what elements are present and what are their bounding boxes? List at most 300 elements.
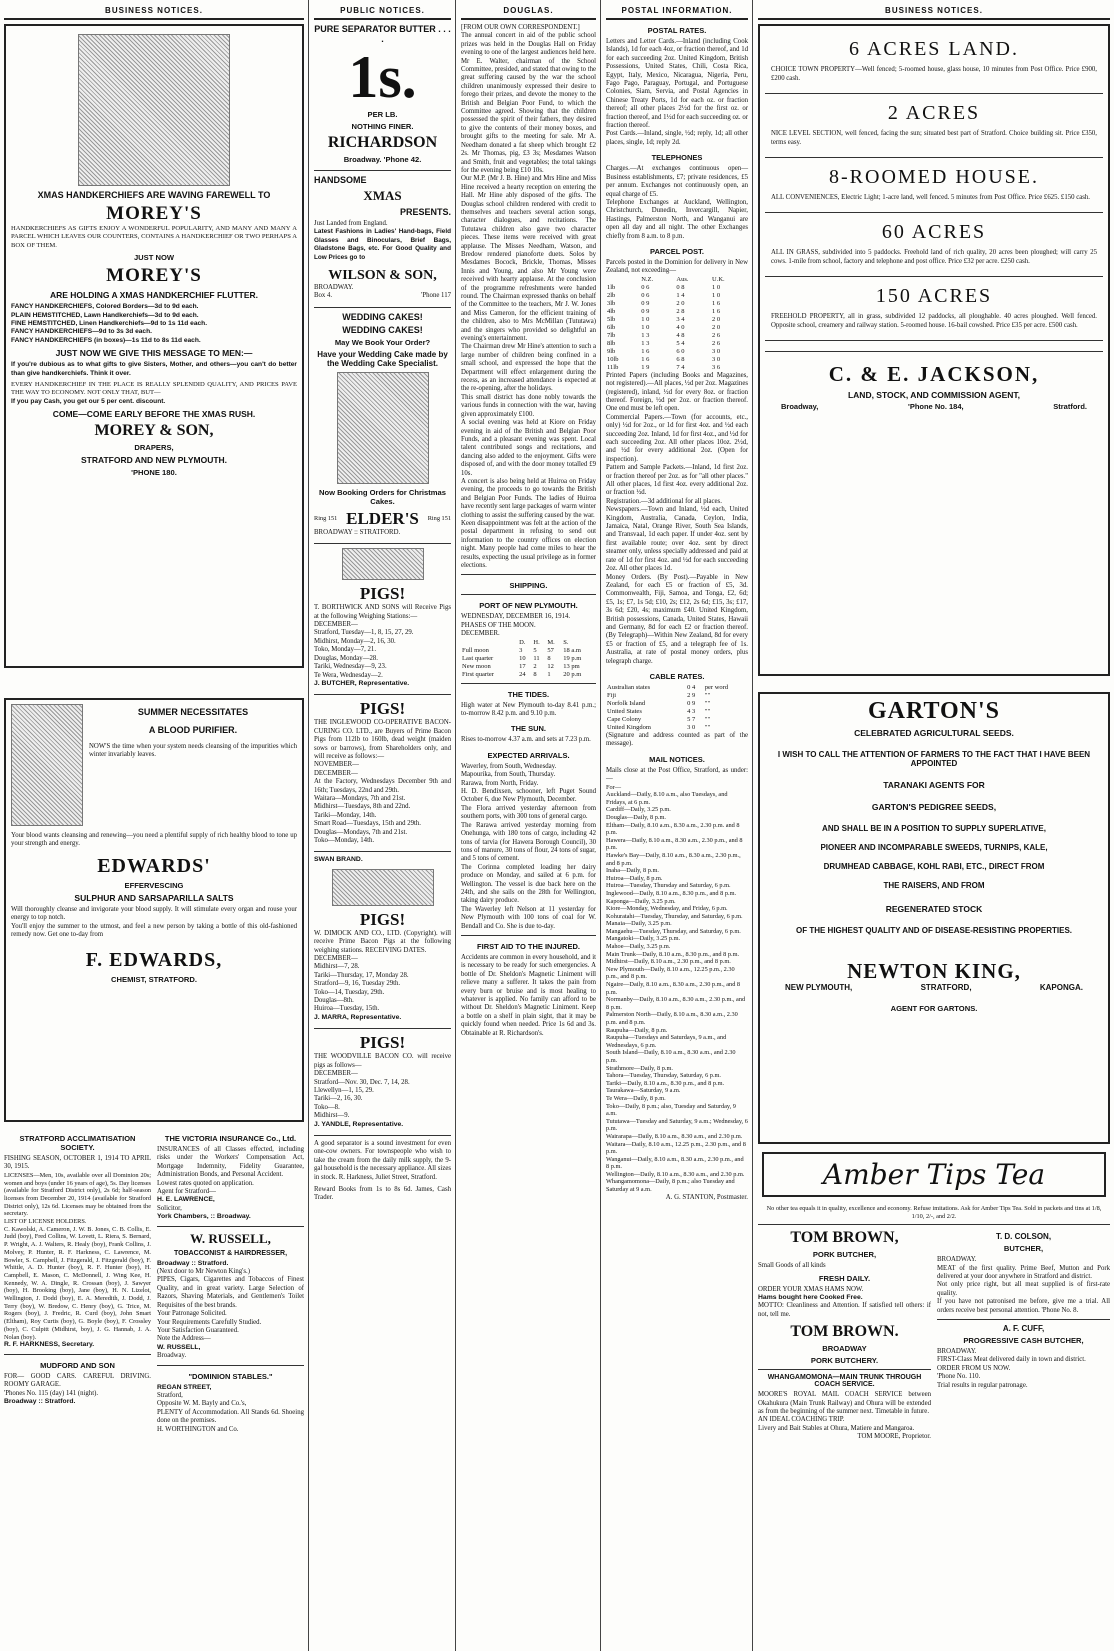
- cable-rate-cell: 0 9: [687, 699, 696, 707]
- land-listing-description: CHOICE TOWN PROPERTY—Well fenced; 5-roomed house, glass house, 10 minutes from Post Office. Price £900, £200 cash.: [771, 66, 1097, 82]
- parcel-rate-cell: 3 4: [676, 315, 685, 323]
- separator-paragraph: A good separator is a sound investment for even one-cow owners. For townspeople who wish to take the cream from the daily milk supply, the 9-gal household is the necessary appliance. All sizes in stock. R. Harkness, Juliet Street, Stratford.: [314, 1139, 451, 1181]
- notice-signature: R. F. HARKNESS, Secretary.: [4, 1341, 95, 1349]
- advert-trade: DRAPERS,: [134, 443, 174, 453]
- advert-firm: TOM BROWN.: [790, 1323, 899, 1341]
- moon-phase-row: [461, 671, 596, 679]
- column-header: BUSINESS NOTICES.: [758, 0, 1110, 20]
- advert-text: GARTON'S PEDIGREE SEEDS,: [871, 802, 997, 812]
- column-postal-information: [602, 0, 752, 1651]
- parcel-rate-cell: 5lb: [607, 315, 616, 323]
- advert-text: MOORE'S ROYAL MAIL COACH SERVICE between Okahukura (Main Trunk Railway) and Ohura will be extended as from the beginning of the summer next. Timetable in future. AN IDEAL COACHING TRIP. Livery and Bait Stables at Ohura, Matiere and Mangaroa.: [758, 1391, 931, 1432]
- advert-text: EVERY HANDKERCHIEF IN THE PLACE IS REALLY SPLENDID QUALITY, AND PRICES PAVE THE WAY TO ECONOMY. NOT ONLY THAT, BUT—: [11, 381, 297, 397]
- advert-subheading: JUST NOW: [133, 253, 175, 263]
- advert-subheading: COME—COME EARLY BEFORE THE XMAS RUSH.: [52, 409, 256, 420]
- santa-illustration: [78, 34, 230, 186]
- column-rule: [600, 0, 601, 1651]
- advert-phone: 'Phone No. 184,: [908, 402, 964, 411]
- parcel-rate-cell: 6 8: [676, 355, 685, 363]
- advert-trade: TOBACCONIST & HAIRDRESSER,: [173, 1249, 288, 1257]
- section-text: Money Orders. (By Post).—Payable in New Zealand, for each £5 or fraction of £5, 3d. Commonwealth, Fiji, Samoa, and Tonga, £2, 6d; £5, 1s; £7, 1s 5d; £10, 2s; £12, 2s 6d; £15, 3s; £17, 3s 6d; £20, 4s; maximum £40. United Kingdom, British possessions, Canada, United States, Hawaii and Germany, 8d for each £2 or fraction thereof. (By Telegraph)—Within New Zealand, 8d for every £5 or fraction of £5, and a telegraph fee of 1s. Australia, at rate of postal money orders, plus telegraph charge.: [606, 573, 748, 665]
- land-listing-title: 2 ACRES: [887, 102, 981, 124]
- cable-rate-cell: Cape Colony: [607, 715, 642, 723]
- parcel-rate-cell: 1 0: [641, 315, 650, 323]
- land-listing: [765, 38, 1103, 94]
- advert-text: Now Booking Orders for Christmas Cakes.: [318, 487, 446, 506]
- advert-subheading: ARE HOLDING A XMAS HANDKERCHIEF FLUTTER.: [49, 290, 259, 301]
- cable-rate-cell: "": [704, 707, 711, 715]
- price-list: FANCY HANDKERCHIEFS, Colored Borders—3d to 9d each. PLAIN HEMSTITCHED, Lawn Handkerchiefs—3d to 9d each. FINE HEMSTITCHED, Linen Handkerchiefs—9d to 1s 11d each. FANCY HANDKERCHIEFS—9d to 3s 3d each. FANCY HANDKERCHIEFS (in boxes)—1s 11d to 8s 11d each.: [11, 303, 208, 344]
- moon-phase-cell: S.: [563, 638, 569, 646]
- advert-headline: WEDDING CAKES!: [342, 311, 423, 322]
- advert-text: TARANAKI AGENTS FOR: [883, 780, 985, 790]
- section-text: Charges.—At exchanges continuous open—Business establishments, £7; private residences, £5 per annum. Exchanges not continuously open, an equal charge of £5. Telephone Exchanges at Auckland, Wellington, Christchurch, Dunedin, Invercargill, Napier, Hastings, Palmerston North, and Wanganui are open all day and all night. The other Exchanges chiefly from 8 a.m. to 8 p.m.: [606, 165, 748, 240]
- parcel-rate-cell: U.K.: [712, 275, 725, 283]
- cable-rate-cell: 0 4: [687, 683, 696, 691]
- cable-rate-cell: Fiji: [607, 691, 617, 699]
- parcel-rate-row: [606, 340, 748, 348]
- parcel-rate-cell: 3 0: [712, 355, 721, 363]
- parcel-rate-cell: 1lb: [607, 283, 616, 291]
- advert-brand: EDWARDS': [97, 854, 211, 877]
- advert-address: BROADWAY.: [314, 284, 354, 292]
- parcel-rate-cell: 2 8: [676, 307, 685, 315]
- parcel-rate-cell: 1 6: [712, 307, 721, 315]
- land-listings: [765, 38, 1103, 341]
- advert-firm: C. & E. JACKSON,: [828, 362, 1040, 386]
- section-text: Commercial Papers.—Town (for accounts, etc., only) ½d for 2oz., or 1d for first 4oz. and ½d each succeeding 2oz. Inland, 1d for first 4oz., and ½d for each succeeding 2oz. All other places 10oz. 2½d, and ½d for every additional 2oz. (Open for inspection).: [606, 413, 748, 463]
- advert-firm: ELDER'S: [346, 508, 419, 528]
- advert-text: PIPES, Cigars, Cigarettes and Tobaccos of Finest Quality, and in great variety. Large Selection of Razors, Shaving Materials, and Gentlemen's Toilet Requisites of the best brands. Your Patronage Solicited. Your Requirements Carefully Studied. Your Satisfaction Guaranteed. Note the Address—: [157, 1276, 304, 1343]
- section-text: Rises to-morrow 4.37 a.m. and sets at 7.23 p.m.: [461, 736, 591, 744]
- parcel-rate-cell: 6lb: [607, 323, 616, 331]
- reward-books-paragraph: Reward Books from 1s to 8s 6d. James, Cash Trader.: [314, 1185, 451, 1202]
- cable-rate-cell: "": [704, 715, 711, 723]
- advert-headline: WEDDING CAKES!: [342, 324, 423, 335]
- advert-text: MOTTO: Cleanliness and Attention. If satisfied tell others: if not, tell me.: [758, 1302, 931, 1318]
- advert-firm: RICHARDSON: [327, 134, 438, 151]
- article-paragraph: Our M.P. (Mr J. B. Hine) and Mrs Hine and Miss Hine received a hearty reception on entering the Hall. Mr Hine ably disposed of the gifts. The Douglas school children rendered with credit to themselves and teachers several action songs, character dialogues, and recitations. The Tututawa children also gave two character pieces. These items were received with great applause. The Misses Needham, Watson, and Bredow rendered pianoforte duets. Solos by Mesdames Bocock, Brickle, Thomas, Misses Innis and Young, and also Mr Young were received with hearty applause. At the conclusion of the programme refreshments were handed round. The Chairman expressed thanks on behalf of the Committee to the teachers, Mr J. W. Jones and Miss Cameron, for the efficient training of the children, also to Mrs McMillan (Tututawa) and the singers who provided so delightful an evening's entertainment.: [461, 175, 596, 343]
- dimock-pigs-notice: [314, 856, 451, 1022]
- section-subtitle: PORT OF NEW PLYMOUTH.: [479, 601, 578, 611]
- land-listing-title: 150 ACRES: [875, 285, 993, 307]
- advert-signature: H. WORTHINGTON and Co.: [157, 1425, 239, 1433]
- column-douglas: [457, 0, 600, 1651]
- advert-text: If you pay Cash, you get our 5 per cent. discount.: [11, 397, 166, 405]
- advert-trade: PORK BUTCHER,: [812, 1250, 877, 1260]
- notice-text: THE INGLEWOOD CO-OPERATIVE BACON-CURING CO. LTD., are Buyers of Prime Bacon Pigs from 112lb to 160lb, dead weight (maiden sows or barrows), from Shareholders only, and will receive as follows:— NOVEMBER— DECEMBER— At the Factory, Wednesdays December 9th and 16th; Tuesdays, 22nd and 29th. Waitara—Mondays, 7th and 21st. Midhirst—Tuesdays, 8th and 22nd. Tariki—Monday, 14th. Smart Road—Tuesdays, 15th and 29th. Douglas—Mondays, 7th and 21st. Toko—Monday, 14th.: [314, 719, 451, 844]
- advert-address: STRATFORD AND NEW PLYMOUTH.: [80, 455, 228, 466]
- advert-headline: HANDSOME: [314, 175, 367, 185]
- advert-box: Box 4.: [314, 292, 333, 300]
- advert-address: Broadway :: Stratford.: [4, 1397, 76, 1405]
- moon-phase-cell: Full moon: [462, 646, 489, 654]
- advert-text: AGENT FOR GARTONS.: [890, 1004, 978, 1014]
- advert-address: Broadway :: Stratford.: [157, 1259, 229, 1267]
- advert-trade: PORK BUTCHERY.: [810, 1356, 879, 1366]
- parcel-rate-cell: 0 9: [641, 307, 650, 315]
- section-title: THE TIDES.: [507, 689, 550, 699]
- column-rule: [308, 0, 309, 1651]
- advert-signature: TOM MOORE, Proprietor.: [857, 1433, 931, 1441]
- parcel-rate-cell: 3 6: [712, 363, 721, 371]
- tom-brown-advert: [758, 1229, 931, 1441]
- moon-phase-cell: 3: [519, 646, 523, 654]
- section-date: WEDNESDAY, DECEMBER 16, 1914.: [461, 613, 571, 621]
- land-listing-title: 6 ACRES LAND.: [849, 38, 1019, 60]
- moon-phase-cell: Last quarter: [462, 654, 494, 662]
- moon-phase-cell: 2: [533, 662, 537, 670]
- advert-text: FIRST-Class Meat delivered daily in town and district.: [937, 1356, 1086, 1364]
- parcel-rate-cell: 8lb: [607, 339, 616, 347]
- advert-phone: 'Phone No. 110.: [937, 1373, 981, 1381]
- moon-phase-cell: 19 p.m: [563, 654, 582, 662]
- section-title: THE SUN.: [510, 724, 546, 734]
- advert-subheading: JUST NOW WE GIVE THIS MESSAGE TO MEN:—: [55, 348, 253, 359]
- agent-name: H. E. LAWRENCE,: [157, 1196, 215, 1204]
- article-paragraph: This small district has done nobly towards the various funds in connection with the war, having given approximately £100.: [461, 393, 596, 418]
- column-business-notices-left: [0, 0, 308, 1651]
- parcel-rate-cell: 2 0: [712, 323, 721, 331]
- advert-text: Will thoroughly cleanse and invigorate your blood supply. It will stimulate every organ and rouse your energy to top notch. You'll enjoy the summer to the utmost, and feel a new person by taking a bottle of this old-fashioned remedy now. Get one to-day from: [11, 905, 297, 939]
- advert-firm: T. D. COLSON,: [995, 1232, 1052, 1242]
- parcel-rate-cell: 1 3: [641, 339, 650, 347]
- notice-title: PIGS!: [359, 1033, 406, 1053]
- parcel-rate-row: [606, 316, 748, 324]
- advert-text: Just Landed from England.: [314, 220, 388, 227]
- section-text: Waverley, from South, Wednesday. Mapourika, from South, Thursday. Rarawa, from North, Friday. H. D. Bendixsen, schooner, left Puget Sound October 6, due New Plymouth, December.: [461, 762, 596, 804]
- advert-text: PLENTY of Accommodation. All Stands 6d. Shoeing done on the premises.: [157, 1408, 304, 1425]
- parcel-rate-cell: 0 6: [641, 291, 650, 299]
- advert-address: Stratford,: [157, 1391, 183, 1399]
- edwards-advert: [4, 698, 304, 1122]
- parcel-rate-cell: 0 6: [641, 283, 650, 291]
- notice-signature: J. YANDLE, Representative.: [314, 1120, 404, 1128]
- advert-firm: WILSON & SON,: [328, 268, 437, 284]
- parcel-rate-cell: 6 0: [676, 347, 685, 355]
- moon-phase-cell: 24: [519, 670, 526, 678]
- advert-address: Broadway. 'Phone 42.: [343, 155, 422, 164]
- cable-rate-cell: "": [704, 699, 711, 707]
- mudford-advert: [4, 1361, 151, 1407]
- cable-rate-cell: "": [704, 691, 711, 699]
- advert-text: REGENERATED STOCK: [885, 904, 983, 914]
- moon-phase-cell: 12: [547, 662, 554, 670]
- advert-phone: 'Phone 117: [421, 292, 451, 300]
- wedding-cake-illustration: [337, 372, 429, 484]
- advert-text: MEAT of the first quality. Prime Beef, Mutton and Pork delivered at your door anywhere in Stratford and district. Not only price right, but all meat supplied is of first-rate quality. If you have not patronised me before, give me a trial. All orders receive best personal attention. 'Phone No. 8.: [937, 1264, 1110, 1314]
- parcel-rate-row: [606, 348, 748, 356]
- advert-brand: MOREY'S: [106, 203, 202, 224]
- garton-seeds-advert: [758, 692, 1110, 1144]
- column-public-notices: [310, 0, 455, 1651]
- advert-brand: MOREY'S: [106, 265, 202, 287]
- notice-title: PIGS!: [359, 584, 406, 604]
- advert-text: Latest Fashions in Ladies' Hand-bags, Field Glasses and Binoculars, Brief Bags, Gladstone Bags, etc. For Good Quality and Low Prices go to: [314, 228, 451, 261]
- notice-title: STRATFORD ACCLIMATISATION SOCIETY.: [19, 1134, 136, 1152]
- parcel-rate-cell: 4 0: [676, 323, 685, 331]
- advert-address-note: (Next door to Mr Newton King's.): [157, 1268, 250, 1276]
- inglewood-pigs-notice: [314, 699, 451, 845]
- amber-tips-tea-tagline: No other tea equals it in quality, excellence and economy. Refuse imitations. Ask for Amber Tips Tea. Sold in packets and tins at 1/8, 1/10, 2/-, and 2/2.: [766, 1205, 1102, 1220]
- land-listing: [765, 221, 1103, 277]
- moon-phase-cell: New moon: [462, 662, 491, 670]
- acclimatisation-notice: [4, 1128, 151, 1434]
- section-text: High water at New Plymouth to-day 8.41 p.m.; to-morrow 8.42 p.m. and 9.10 p.m.: [461, 701, 596, 718]
- moon-phase-row: [461, 647, 596, 655]
- parcel-rate-cell: 1 4: [676, 291, 685, 299]
- advert-town: NEW PLYMOUTH,: [785, 983, 853, 992]
- parcel-rate-cell: 1 6: [641, 347, 650, 355]
- section-text: Letters and Letter Cards.—Inland (including Cook Islands), 1d for each 4oz, or fraction thereof, and 1d for each succeeding 2oz. United Kingdom, British Possessions, United States, Chili, Costa Rica, Egypt, Italy, Mexico, Nicaragua, Nigeria, Peru, Fago Pago, Paraguay, Portugal, and Portuguese Colonies, Siam, Servia, and Postal Agencies in Chinese Treaty Ports, 1d for each oz. or fraction thereof; all other places 2½d for the first oz. or fraction thereof, and 1½d for each succeeding oz. or fraction thereof.: [606, 38, 748, 130]
- parcel-rate-cell: 1 6: [712, 299, 721, 307]
- advert-trade: CHEMIST, STRATFORD.: [111, 975, 197, 985]
- moon-phase-cell: 57: [547, 646, 554, 654]
- advert-headline: SUMMER NECESSITATES: [137, 707, 249, 717]
- article-paragraph: A concert is also being held at Huiroa on Friday evening, the proceeds to go towards the British and Belgian Poor Funds. The ladies of Huiroa have recently sent large packages of warm winter clothing to assist the suffering caused by the war.: [461, 477, 596, 519]
- parcel-rate-row: [606, 292, 748, 300]
- notice-signature: J. BUTCHER, Representative.: [314, 679, 410, 687]
- parcel-rate-cell: 7 4: [676, 363, 685, 371]
- wilson-advert: [314, 175, 451, 301]
- advert-headline: XMAS: [363, 188, 402, 203]
- moon-phase-cell: H.: [533, 638, 540, 646]
- parcel-rate-cell: 11lb: [607, 363, 619, 371]
- cable-rate-cell: United States: [607, 707, 642, 715]
- parcel-rate-row: [606, 356, 748, 364]
- advert-address: Broadway,: [781, 402, 819, 411]
- parcel-rate-cell: 1 6: [641, 355, 650, 363]
- insurance-and-russell: [157, 1128, 304, 1434]
- moon-phase-cell: First quarter: [462, 670, 494, 678]
- advert-headline: PURE SEPARATOR BUTTER . . . .: [314, 24, 451, 44]
- section-title: PARCEL POST.: [650, 246, 704, 256]
- parcel-rate-cell: 10lb: [607, 355, 619, 363]
- advert-subheading: May We Book Your Order?: [334, 337, 431, 347]
- article-paragraph: The annual concert in aid of the public school prizes was held in the Douglas Hall on Friday evening to one of the largest audiences held here. Mr E. Walter, chairman of the School Committee, presided, and stated that owing to the great suffering caused by the war the school children unanimously expressed their desire to forego their prizes, and devote the money to the British and Belgian Poor Fund, to which the Committee agreed. Showing that the children possessed the spirit of their fathers, they desired to give the contents of their money boxes, and brought gifts to the meeting for sale. Mr A. Needham donated a fat sheep which brought £2 2s. Mr Thomas, pig, £3 3s; Mesdames Watson and Smith, fruit and vegetables; the total takings for the evening being £10 10s.: [461, 32, 596, 174]
- parcel-rate-cell: 5 4: [676, 339, 685, 347]
- column-header: BUSINESS NOTICES.: [4, 0, 304, 20]
- elder-advert: [314, 312, 451, 537]
- richardson-advert: [314, 24, 451, 164]
- parcel-rate-cell: 4 8: [676, 331, 685, 339]
- parcel-rate-cell: 2 6: [712, 339, 721, 347]
- parcel-rate-cell: 2 0: [676, 299, 685, 307]
- advert-text: HANDKERCHIEFS AS GIFTS ENJOY A WONDERFUL POPULARITY, AND MANY AND MANY A PARCEL WHICH LEAVES OUR COUNTERS, CONTAINS A HANDKERCHIEF OR TWO PERHAPS A BOX OF THEM.: [11, 225, 297, 249]
- section-title: SHIPPING.: [509, 581, 548, 591]
- notice-text: W. DIMOCK AND CO., LTD. (Copyright). will receive Prime Bacon Pigs at the following weighing stations. RECEIVING DATES. DECEMBER— Midhirst—7, 28. Tariki—Thursday, 17, Monday 28. Stratford—9, 16, Tuesday 29th. Toko—14, Tuesday, 29th. Douglas—8th. Huiroa—Tuesday, 15th.: [314, 929, 451, 1013]
- section-title: MAIL NOTICES.: [649, 754, 705, 764]
- notice-subtitle: FISHING SEASON, OCTOBER 1, 1914 TO APRIL 30, 1915.: [4, 1155, 151, 1171]
- advert-brand: GARTON'S: [867, 698, 1001, 724]
- advert-headline: PRESENTS.: [399, 207, 451, 217]
- section-text: Registration.—3d additional for all places.: [606, 497, 722, 505]
- cable-rate-cell: Norfolk Island: [607, 699, 646, 707]
- land-listing: [765, 102, 1103, 158]
- advert-text: I WISH TO CALL THE ATTENTION OF FARMERS TO THE FACT THAT I HAVE BEEN APPOINTED: [777, 750, 1091, 768]
- parcel-rate-cell: 4lb: [607, 307, 616, 315]
- parcel-rate-cell: 2lb: [607, 291, 616, 299]
- cable-rate-row: [606, 724, 748, 732]
- section-text: The Waverley left Nelson at 11 yesterday for New Plymouth with 100 tons of coal for W. Bendall and Co. She is due to-day.: [461, 905, 596, 930]
- column-header: PUBLIC NOTICES.: [314, 0, 451, 20]
- moon-phase-cell: 18 a.m: [563, 646, 581, 654]
- advert-signature: Broadway.: [157, 1352, 187, 1360]
- advert-text: Small Goods of all kinds: [758, 1262, 826, 1270]
- parcel-rate-cell: 7lb: [607, 331, 616, 339]
- moon-phase-cell: D.: [519, 638, 526, 646]
- parcel-rate-cell: 1 0: [712, 291, 721, 299]
- cable-rate-row: [606, 684, 748, 692]
- section-text: Newspapers.—Town and Inland, ½d each, United Kingdom, Australia, Canada, Ceylon, India, Jamaica, Natal, Orange River, South Sea Islands, and Transvaal, 1d each paper. If under 4oz. sent by first available route; over 4oz. sent by direct steamer only, unless specially addressed and paid at rate of 1d for first 4oz. and ½d for each succeeding 2oz. All other places 1d.: [606, 506, 748, 573]
- morey-advert: [4, 24, 304, 668]
- advert-phone: Ring 151: [314, 515, 338, 523]
- parcel-rate-cell: 3 0: [712, 347, 721, 355]
- moon-phase-row: [461, 663, 596, 671]
- advert-firm: W. RUSSELL,: [190, 1230, 271, 1246]
- advert-firm: TOM BROWN,: [790, 1229, 899, 1247]
- advert-phone: 'PHONE 180.: [131, 468, 177, 478]
- advert-signature: W. RUSSELL,: [157, 1343, 201, 1351]
- cable-rate-cell: 5 7: [687, 715, 696, 723]
- parcel-rate-cell: 9lb: [607, 347, 616, 355]
- parcel-rate-cell: 2 6: [712, 331, 721, 339]
- woodville-pigs-notice: [314, 1033, 451, 1129]
- cable-rate-cell: United Kingdom: [607, 723, 651, 731]
- advert-address: BROADWAY :: STRATFORD.: [314, 528, 401, 536]
- section-subtitle: PHASES OF THE MOON.: [461, 621, 536, 629]
- column-header: POSTAL INFORMATION.: [606, 0, 748, 20]
- advert-address: BROADWAY: [822, 1344, 867, 1354]
- notice-text: LICENSES—Men, 10s, available over all Dominion 20s; women and boys (under 16 years of age), 5s. Day licenses (available for Stratford District only), 2s 6d; half-season licenses from December 20, 1914 (available for Stratford District only), 12s 6d. Licenses may be obtained from the secretary. LIST OF LICENSE HOLDERS. C. Kawolski, A. Cameron, J. W. B. Jones, C. B. Collis, E. Judd (boy), Fred Collins, W. Lovett, L. Riera, S. Bernard, P. Wright, A. J. Walters, R. Healy (boy), Frank Collins, J. Molvey, P. Hunter, R. F. Harkness, C. Lawrence, M. Bowler, S. Campbell, J. Fitzgerald, J. Fitzgerald (boy), F. Whittle, A. D. Hunter (boy), R. F. Hunter (boy), H. Campbell, E. Mason, C. McDonnell, J. Wing Kee, H. Kennedy, W. A. Dingle, R. Crossan (boy), J. Sawyer (boy), H. Brooking (boy), Jane (boy), H. N. Lizelot, Wellington, J. Dodd (boy), E. A. Meredith, J. Dodd, J. Terry (boy), W. Bredow, C. Henry (boy), G. Trice, M. Rogers (boy), J. Fredric, R. Curd (boy), John Smart (Eltham), Roy Curtis (boy), G. Boyle (boy), F. Crossley (boy), C. Culpitt (Midhirst, boy), J. G. Hannab, J. A. Nolan (boy).: [4, 1171, 151, 1341]
- notice-brand: SWAN BRAND.: [314, 856, 363, 864]
- colson-and-cuff-adverts: [937, 1229, 1110, 1441]
- cable-rate-cell: "": [704, 723, 711, 731]
- parcel-rate-cell: Aus.: [676, 275, 689, 283]
- advert-phone: Ring 151: [427, 515, 451, 523]
- moon-phase-header-row: [461, 639, 596, 647]
- advert-firm: "DOMINION STABLES.": [188, 1371, 273, 1381]
- parcel-rate-cell: 3lb: [607, 299, 616, 307]
- advert-firm: MUDFORD AND SON: [40, 1360, 115, 1370]
- advert-subheading: EFFERVESCING: [124, 880, 184, 890]
- advert-town: STRATFORD,: [920, 983, 972, 992]
- section-text: The Rarawa arrived yesterday morning from Onehunga, with 180 tons of cargo, including 42 tons of tarvia (for Hawera Borough Council), 30 tons of manure, 30 tons of flour, 24 tons of sugar, and 5 tons of cement.: [461, 821, 596, 863]
- advert-firm: MOREY & SON,: [94, 422, 214, 440]
- borthwick-pigs-notice: [314, 548, 451, 688]
- moon-phase-cell: 20 p.m: [563, 670, 582, 678]
- cable-rate-cell: 2 9: [687, 691, 696, 699]
- notice-signature: J. MARRA, Representative.: [314, 1013, 402, 1021]
- section-title: POSTAL RATES.: [647, 26, 707, 35]
- land-listing-description: NICE LEVEL SECTION, well fenced, facing the sun; situated best part of Stratford. Choice building sit. Price £350, terms easy.: [771, 130, 1097, 146]
- parcel-rate-cell: 0 9: [641, 299, 650, 307]
- section-title: FIRST AID TO THE INJURED.: [477, 941, 580, 951]
- moon-phase-cell: 1: [547, 670, 551, 678]
- moon-phase-cell: 5: [533, 646, 537, 654]
- parcel-rate-row: [606, 324, 748, 332]
- parcel-rate-cell: [606, 276, 640, 284]
- jackson-land-advert: [758, 24, 1110, 676]
- parcel-rate-row: [606, 284, 748, 292]
- advert-firm: A. F. CUFF,: [1002, 1324, 1045, 1334]
- advert-address: REGAN STREET,: [157, 1383, 212, 1391]
- section-text: The Flora arrived yesterday afternoon from southern ports, with 300 tons of general cargo.: [461, 804, 596, 821]
- section-text: (Signature and address counted as part of the message).: [606, 731, 748, 748]
- advert-text: ORDER YOUR XMAS HAMS NOW.: [758, 1285, 864, 1293]
- cable-rate-row: [606, 692, 748, 700]
- advert-trade: PROGRESSIVE CASH BUTCHER,: [963, 1336, 1084, 1346]
- section-text: The Corinna completed loading her dairy produce on Monday, and sailed at 6 p.m. for Wellington. The vessel is due back here on the 24th, and she sails on the 28th for Wellington, taking dairy produce.: [461, 863, 596, 905]
- cable-rate-cell: per word: [704, 683, 729, 691]
- advert-text: ORDER FROM US NOW.: [937, 1364, 1011, 1372]
- parcel-rate-cell: 2 0: [712, 315, 721, 323]
- agent-title: Solicitor,: [157, 1204, 182, 1212]
- advert-phone: 'Phones No. 115 (day) 141 (night).: [4, 1389, 99, 1397]
- land-listing-description: ALL IN GRASS, subdivided into 5 paddocks. Freehold land of rich quality, 20 acres been ploughed; will carry 25 cows. 1-mile from school, factory and telephone and post office. Price £32 per acre. £250 cash.: [771, 249, 1097, 265]
- parcel-rate-row: [606, 308, 748, 316]
- cable-rates-table: [606, 684, 748, 732]
- parcel-rates-table: [606, 276, 748, 372]
- cable-rate-row: [606, 716, 748, 724]
- land-listing-description: FREEHOLD PROPERTY, all in grass, subdivided 12 paddocks, all ploughable. 40 acres ploughed. Well fenced. Opposite school, creamery and railway station. 5-roomed house. 16-bail cowshed. Price £35 per acre. £500 cash.: [771, 313, 1097, 329]
- notice-text: T. BORTHWICK AND SONS will Receive Pigs at the following Weighing Stations:— DECEMBER— Stratford, Tuesday—1, 8, 15, 27, 29. Midhirst, Monday—2, 16, 30. Toko, Monday—7, 21. Douglas, Monday—28. Tariki, Wednesday—9, 23. Te Wera, Wednesday—2.: [314, 604, 451, 679]
- advert-unit: PER LB.: [367, 110, 398, 119]
- section-text: Pattern and Sample Packets.—Inland, 1d first 2oz. or fraction thereof per 2oz. as for "all other places." All other places, 1d first 4oz. every additional 2oz. or fraction ½d.: [606, 464, 748, 497]
- notice-title: PIGS!: [359, 699, 406, 719]
- column-header: DOUGLAS.: [461, 0, 596, 20]
- parcel-rate-row: [606, 332, 748, 340]
- dateline: [FROM OUR OWN CORRESPONDENT.]: [461, 24, 580, 31]
- moon-phase-cell: 8: [547, 654, 551, 662]
- cable-rate-cell: Australian states: [607, 683, 651, 691]
- advert-subheading: NOTHING FINER.: [351, 122, 414, 131]
- advert-text: THE RAISERS, AND FROM: [883, 881, 985, 890]
- moon-phase-row: [461, 655, 596, 663]
- advert-text: NOW'S the time when your system needs cleansing of the impurities which winter invariably leaves.: [89, 743, 297, 759]
- cable-rate-row: [606, 700, 748, 708]
- notice-text: THE WOODVILLE BACON CO. will receive pigs as follows— DECEMBER— Stratford—Nov. 30, Dec. 7, 14, 28. Llewellyn—1, 15, 29. Tariki—2, 16, 30. Toko—8. Midhirst—9.: [314, 1053, 451, 1120]
- land-listing-description: ALL CONVENIENCES, Electric Light; 1-acre land, well fenced. 5 minutes from Post Office. Price £625. £150 cash.: [771, 194, 1090, 201]
- article-paragraph: Keen disappointment was felt at the action of the postal department in refusing to send out information to the country offices on election night. Many people had come miles to hear the results, expecting the usual privilege as in former elections.: [461, 519, 596, 569]
- land-listing: [765, 285, 1103, 341]
- advert-firm: F. EDWARDS,: [85, 949, 223, 972]
- section-title: CABLE RATES.: [649, 671, 705, 681]
- amber-tips-tea-logo: Amber Tips Tea: [762, 1152, 1106, 1197]
- pigs-logo: [332, 869, 434, 906]
- cable-rate-cell: 4 3: [687, 707, 696, 715]
- advert-text: OF THE HIGHEST QUALITY AND OF DISEASE-RESISTING PROPERTIES.: [795, 926, 1073, 935]
- mail-schedule: For— Auckland—Daily, 8.10 a.m., also Tuesdays, and Fridays, at 6 p.m. Cardiff—Daily, 3.25 p.m. Douglas—Daily, 8 p.m. Eltham—Daily, 8.10 a.m., 8.30 a.m., 2.30 p.m. and 8 p.m. Hawera—Daily, 8.10 a.m., 8.30 a.m., 2.30 p.m., and 8 p.m. Hawke's Bay—Daily, 8.10 a.m., 8.30 a.m., 2.30 p.m., and 8 p.m. Inaha—Daily, 8 p.m. Huiroa—Daily, 8 p.m. Huiroa—Tuesday, Thursday and Saturday, 6 p.m. Inglewood—Daily, 8.10 a.m., 8.30 p.m., and 8 p.m. Kaponga—Daily, 3.25 p.m. Kiore—Monday, Wednesday, and Friday, 6 p.m. Kohuratahi—Tuesday, Thursday, and Saturday, 6 p.m. Manaia—Daily, 3.25 p.m. Mangaehu—Tuesday, Thursday, and Saturday, 6 p.m. Mangatoki—Daily, 3.25 p.m. Mahoe—Daily, 3.25 p.m. Main Trunk—Daily, 8.10 a.m., 8.30 p.m., and 8 p.m. Midhirst—Daily, 8.10 a.m., 2.30 p.m., and 8 p.m. New Plymouth—Daily, 8.10 a.m., 12.25 p.m., 2.30 p.m., and 8 p.m. Ngaire—Daily, 8.10 a.m., 8.30 a.m., 2.30 p.m., and 8 p.m. Normanby—Daily, 8.10 a.m., 8.30 a.m., 2.30 p.m., and 8 p.m. Palmerston North—Daily, 8.10 a.m., 8.30 a.m., 2.30 p.m. and 8 p.m. Raupuha—Daily, 8 p.m. Raupuha—Tuesdays and Saturdays, 9 a.m., and Wednesdays, 6 p.m. South Island—Daily, 8.10 a.m., 8.30 a.m., and 2.30 p.m. Strathmore—Daily, 8 p.m. Tahora—Tuesday, Thursday, Saturday, 6 p.m. Tariki—Daily, 8.10 a.m., 8.30 p.m., and 8 p.m. Taurakawa—Saturday, 9 a.m. Te Wera—Daily, 8 p.m. Toko—Daily, 8 p.m.; also, Tuesday and Saturday, 9 a.m. Tututawa—Tuesday and Saturday, 9 a.m.; Wednesday, 6 p.m. Wairarapa—Daily, 8.10 a.m., 8.30 a.m., and 2.30 p.m. Waitara—Daily, 8.10 a.m., 12.25 p.m., 2.30 p.m., and 8 p.m. Wanganui—Daily, 8.10 a.m., 8.30 a.m., 2.30 p.m., and 8 p.m. Wellington—Daily, 8.10 a.m., 8.30 a.m., and 2.30 p.m. Whangamomona—Daily, 8 p.m.; also Tuesday and Saturday at 9 a.m.: [606, 783, 748, 1194]
- advert-firm: NEWTON KING,: [847, 959, 1021, 983]
- moon-phase-cell: 17: [519, 662, 526, 670]
- parcel-rate-cell: 0 8: [676, 283, 685, 291]
- postmaster-signature: A. G. STANTON, Postmaster.: [665, 1193, 748, 1201]
- advert-text: If you're dubious as to what gifts to give Sisters, Mother, and others—you can't do better than give handkerchiefs. Think it over.: [11, 361, 297, 377]
- section-title: EXPECTED ARRIVALS.: [487, 750, 570, 760]
- section-text: Printed Papers (including Books and Magazines, not registered).—All places, ½d per 2oz. Magazines (registered), inland, ½d for every 8oz. or fraction thereof. Foreign, ½d per 2oz. or fraction thereof. One end must be left open.: [606, 371, 748, 413]
- parcel-rate-cell: 1 0: [641, 323, 650, 331]
- advert-trade: LAND, STOCK, AND COMMISSION AGENT,: [847, 390, 1021, 400]
- advert-text: DRUMHEAD CABBAGE, KOHL RABI, ETC., DIRECT FROM: [823, 862, 1045, 871]
- advert-text: AND SHALL BE IN A POSITION TO SUPPLY SUPERLATIVE,: [822, 824, 1046, 833]
- advert-text: Have your Wedding Cake made by the Wedding Cake Specialist.: [317, 349, 448, 368]
- section-text: Mails close at the Post Office, Stratford, as under:—: [606, 766, 748, 783]
- notice-title: PIGS!: [359, 909, 406, 929]
- advert-price: 1s.: [348, 44, 417, 110]
- moon-phase-cell: [461, 639, 518, 647]
- advert-text: Hams bought here Cooked Free.: [758, 1294, 863, 1301]
